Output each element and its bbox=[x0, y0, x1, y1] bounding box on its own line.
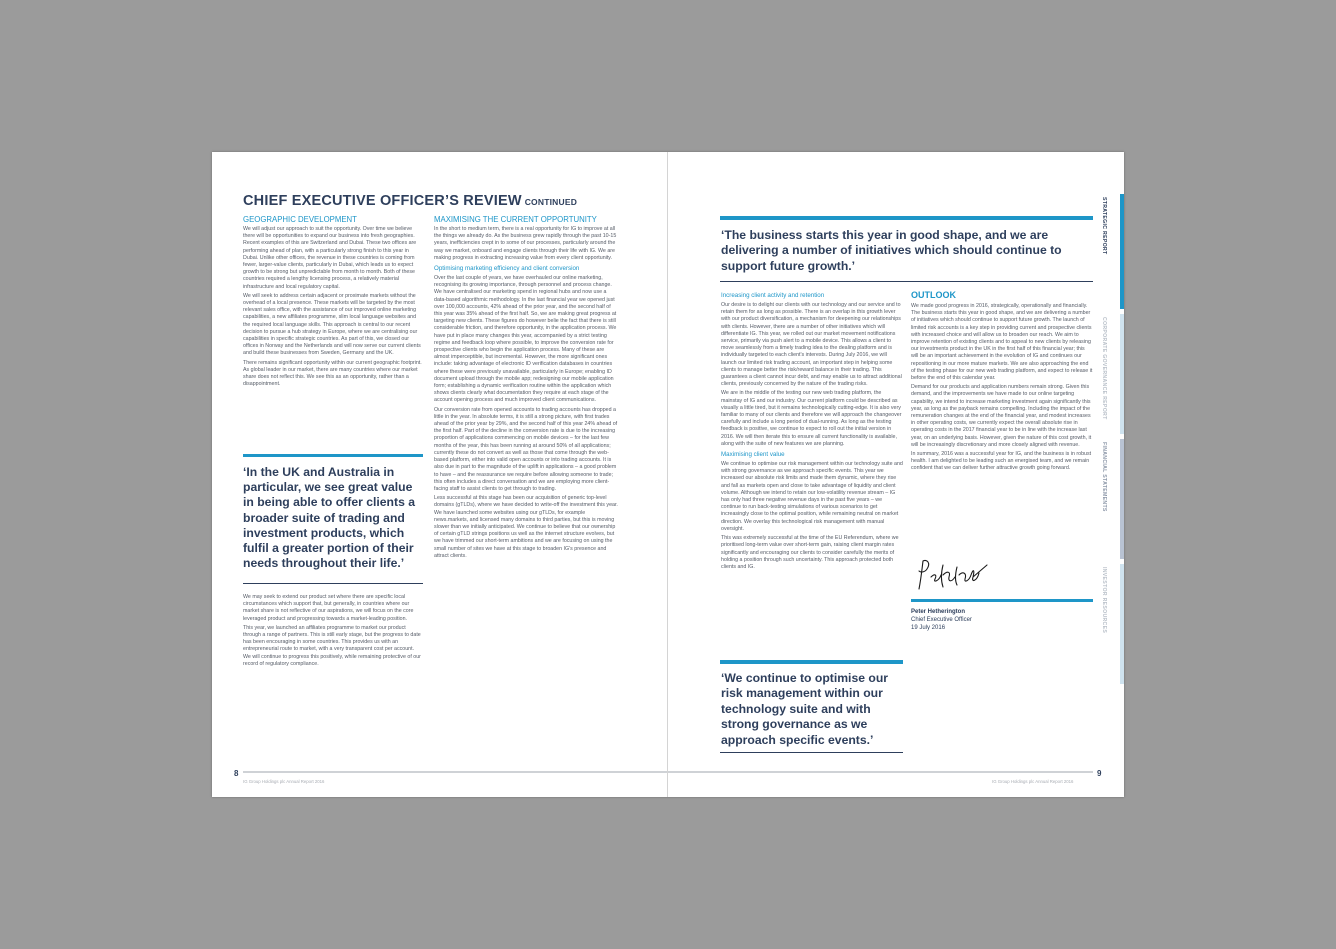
signature-image bbox=[913, 555, 993, 595]
left-column-1 bbox=[243, 215, 423, 390]
footer-rule bbox=[668, 771, 1093, 773]
tab-bar bbox=[1120, 314, 1124, 434]
signatory-date: 19 July 2016 bbox=[911, 625, 946, 631]
quote-top-rule bbox=[720, 216, 1093, 220]
quote-top-rule bbox=[720, 660, 903, 664]
page-number: 9 bbox=[1097, 769, 1102, 778]
tab-bar bbox=[1120, 564, 1124, 684]
tab-strategic-report[interactable] bbox=[1100, 194, 1124, 309]
signatory-block bbox=[911, 608, 972, 632]
paragraph: In summary, 2016 was a successful year for IG, and the business is in robust health. I am delighted to be leading such an energised team, and we remain confident that we can deliver further attractive growth going forward. bbox=[911, 451, 1092, 472]
tab-investor-resources[interactable] bbox=[1100, 564, 1124, 684]
paragraph: Our desire is to delight our clients with our technology and our service and to retain them for as long as possible. There is an overlap in this growth lever with our product diversification, a mechanism for deepening our relationships with clients. However, there are a number of other initiatives which will differentiate IG. This year, we rolled out our market movement notifications service, primarily via push alert to a mobile device. This allows a client to move seamlessly from a timely trading idea to the dealing platform and is individually targeted to each client's interests. During July 2016, we will launch our limited risk trading account, an important step in helping some clients to manage better the risk/reward balance in their trading. This guarantees a client cannot incur debt, and may enable us to attract additional clients, previously concerned by the nature of the trading risks. bbox=[721, 302, 902, 388]
footer-rule bbox=[243, 771, 667, 773]
section-heading: GEOGRAPHIC DEVELOPMENT bbox=[243, 215, 357, 224]
right-page bbox=[668, 152, 1124, 797]
tab-label: STRATEGIC REPORT bbox=[1101, 197, 1107, 255]
title-text: CHIEF EXECUTIVE OFFICER’S REVIEW bbox=[243, 193, 522, 209]
footer-text: IG Group Holdings plc Annual Report 2016 bbox=[243, 779, 325, 784]
paragraph: Demand for our products and application numbers remain strong. Given this demand, and the improvements we have made to our online targeting capability, we intend to increase marketing investment again significantly this year, as long as the payback remains compelling. Including the impact of the remuneration changes at the end of the financial year, and modest increases in other operating costs, we currently expect the overall absolute rise in operating costs in the 2017 financial year to be in line with the increase last year, on an underlying basis. However, given the nature of this cost growth, it will be increasingly discretionary and more closely aligned with revenue. bbox=[911, 384, 1092, 448]
signature-rule bbox=[911, 599, 1093, 602]
pull-quote: ‘We continue to optimise our risk management within our technology suite and with strong governance as we approach specific events.’ bbox=[721, 671, 889, 747]
tab-label: FINANCIAL STATEMENTS bbox=[1101, 442, 1107, 512]
paragraph: We will adjust our approach to suit the opportunity. Over time we believe there will be opportunities to expand our business into fresh geographies. Recent examples of this are Switzerland and Dubai. These two offices are performing ahead of plan, with a particularly strong finish to this year in Dubai. Unlike other offices, the revenue in these countries is coming from fewer, larger-value clients, particularly in Dubai, which leads us to expect growth to be strong but unpredictable from month to month. Both of these countries required a lengthy licensing process, a relatively material infrastructure and local regulatory capital. bbox=[243, 226, 417, 290]
paragraph: There remains significant opportunity within our current geographic footprint. As global leader in our market, there are many countries where our market share does not reflect this. We see this as an opportunity, rather than a disappointment. bbox=[243, 359, 422, 388]
quote-top-rule bbox=[243, 454, 423, 457]
quote-bottom-rule bbox=[720, 752, 903, 753]
right-column-1 bbox=[721, 292, 903, 573]
quote-bottom-rule bbox=[720, 281, 1093, 282]
quote-bottom-rule bbox=[243, 583, 423, 584]
paragraph: Less successful at this stage has been our acquisition of generic top-level domains (gTLDs), where we have decided to write-off the investment this year. We have launched some websites using our gTLDs, for example news.markets, and licensed many domains to third parties, but this is moving slower than we initially anticipated. We continue to believe that our ownership of certain gTLD strings positions us well as the internet structure evolves, but we have trimmed our short-term ambitions and we are focusing on using the small number of sites we have at this stage to broaden IG's presence and attract clients. bbox=[434, 495, 618, 559]
left-column-1-lower bbox=[243, 594, 423, 670]
left-column-2 bbox=[434, 215, 618, 562]
sub-heading: Optimising marketing efficiency and client conversion bbox=[434, 265, 580, 273]
signatory-name: Peter Hetherington bbox=[911, 609, 966, 615]
tab-financial-statements[interactable] bbox=[1100, 439, 1124, 559]
paragraph: In the short to medium term, there is a real opportunity for IG to improve at all the things we already do. As the business grew rapidly through the past 10-15 years, inefficiencies crept in to some of our processes, particularly around the way we market, onboard and engage clients through their life with IG. We are making progress in extracting increasing value from every client opportunity. bbox=[434, 226, 617, 261]
tab-label: CORPORATE GOVERNANCE REPORT bbox=[1101, 317, 1107, 420]
tab-bar bbox=[1120, 194, 1124, 309]
paragraph: This year, we launched an affiliates programme to market our product through a range of partners. This is still early stage, but the progress to date has been encouraging in some countries. This provides us with an entrepreneurial route to market, with a very transparent cost per account. We will continue to progress this positively, while remaining protective of our record of regulatory compliance. bbox=[243, 624, 421, 667]
pull-quote: ‘The business starts this year in good shape, and we are delivering a number of initiatives which should continue to support future growth.’ bbox=[721, 228, 1062, 273]
footer-text: IG Group Holdings plc Annual Report 2016 bbox=[992, 779, 1074, 784]
tab-label: INVESTOR RESOURCES bbox=[1101, 567, 1107, 634]
page-title bbox=[243, 193, 577, 209]
right-column-2 bbox=[911, 303, 1093, 475]
outlook-heading: OUTLOOK bbox=[911, 290, 956, 300]
tab-bar bbox=[1120, 439, 1124, 559]
pull-quote: ‘In the UK and Australia in particular, we see great value in being able to offer clients a broader suite of trading and investment products, which fulfil a greater portion of their needs throughout their life.’ bbox=[243, 465, 416, 571]
paragraph: Over the last couple of years, we have overhauled our online marketing, recognising its growing importance, through personnel and process change. We have centralised our marketing spend in regional hubs and now use a data-based algorithmic methodology. In the last financial year we opened just over 100,000 accounts, 42% ahead of the prior year, and the second half of this year was 35% ahead of the first half. So, we are making great progress at targeting new clients. These figures do however belie the fact that there is still considerable friction, and therefore opportunity, in the application process. We have put in place many changes this year, accompanied by a strict testing regime and feedback loop where possible, to improve the conversion rate for prospective clients who begin the application process. Many of these are almost imperceptible, but incremental. However, the more significant ones include: taking advantage of electronic ID verification databases in countries where these were previously unavailable, particularly in Europe; enabling ID document upload through the mobile app; redesigning our mobile application form; establishing a dynamic verification routine within the application which shows clients clearly what documentation they require at each stage of the account opening process and much improved client communications. bbox=[434, 275, 617, 404]
page-number: 8 bbox=[234, 769, 239, 778]
section-heading: MAXIMISING THE CURRENT OPPORTUNITY bbox=[434, 215, 597, 224]
paragraph: Our conversion rate from opened accounts to trading accounts has dropped a little in the year. In absolute terms, it is still a strong picture, with first trades ahead of the prior year by 29%, and the second half of this year 24% ahead of the first half. Part of the decline in the conversion rate is due to the increasing proportion of applications commencing on mobile devices – for the last few months of the year, this has been running at around 50% of all applications; currently these do not convert as well as those that come through the web-based platform, either into valid open accounts or into trading accounts. It is also due in part to the magnitude of the uplift in applications – a good problem to have – and the reassurance we require before allowing someone to trade; this often includes a direct conversation and we are employing more client-facing staff to assist clients to get through to trading. bbox=[434, 406, 618, 492]
paragraph: We made good progress in 2016, strategically, operationally and financially. The business starts this year in good shape, and we are delivering a number of initiatives which should continue to support future growth. The launch of limited risk accounts is a key step in providing current and prospective clients with increased choice and will allow us to broaden our reach. We aim to improve retention of existing clients and to appeal to new clients by releasing our investments product in the UK in the first half of this financial year; this will be an important achievement in the evolution of IG and continues our repositioning in our more mature markets. We are also approaching the end of the testing phase for our new web trading platform, and expect to release it before the end of this calendar year. bbox=[911, 303, 1093, 382]
report-spread bbox=[212, 152, 1124, 797]
paragraph: We may seek to extend our product set where there are specific local circumstances which support that, but generally, in countries where our market share is not reflective of our aspirations, we will focus on the core leveraged product and progressing towards a market-leading position. bbox=[243, 594, 414, 622]
title-suffix: CONTINUED bbox=[524, 197, 578, 207]
left-page bbox=[212, 152, 667, 797]
signatory-title: Chief Executive Officer bbox=[911, 617, 972, 623]
paragraph: We will seek to address certain adjacent or proximate markets without the overhead of a local presence. These markets will be targeted by the most relevant sales office, with the assistance of our improved online marketing capabilities, a new affiliates programme, slim local language websites and the required local language skills. This approach is central to our recent decision to pursue a hub strategy in Europe, where we are centralising our capabilities in specific strategic countries. As part of this, we closed our offices in Norway and the Netherlands and will now serve our current clients and build these businesses from Sweden, Germany and the UK. bbox=[243, 292, 421, 357]
sub-heading: Maximising client value bbox=[721, 451, 785, 459]
sub-heading: Increasing client activity and retention bbox=[721, 292, 825, 299]
paragraph: We continue to optimise our risk management within our technology suite and with strong governance as we approach specific events. This year we increased our absolute risk limits and made them dynamic, where they rise and fall as markets open and close to take advantage of liquidity and client volume. Although we intend to retain our low-volatility revenue stream – IG has only had three negative revenue days in the past five years – we continue to run back-testing simulations of various scenarios to get increasingly close to the optimal position, while remaining neutral on market direction. We overlay this technological risk management with manual oversight. bbox=[721, 461, 903, 532]
tab-corporate-governance[interactable] bbox=[1100, 314, 1124, 434]
paragraph: We are in the middle of the testing our new web trading platform, the mainstay of IG and our industry. Our current platform could be described as visually a little tired, but it remains technologically cutting-edge. It is also very familiar to many of our clients and therefore we will approach the changeover carefully and include a long period of dual-running. As long as the testing feedback is positive, we continue to expect to roll out the initial version in 2016. We will then iterate this to ensure all current functionality is available, along with the suite of new features we are planning. bbox=[721, 390, 902, 447]
paragraph: This was extremely successful at the time of the EU Referendum, where we prioritised long-term value over short-term gain, raising client margin rates significantly and encouraging our clients to consider carefully the merits of holding a position through such uncertainty. This approach protected both clients and IG. bbox=[721, 535, 899, 570]
